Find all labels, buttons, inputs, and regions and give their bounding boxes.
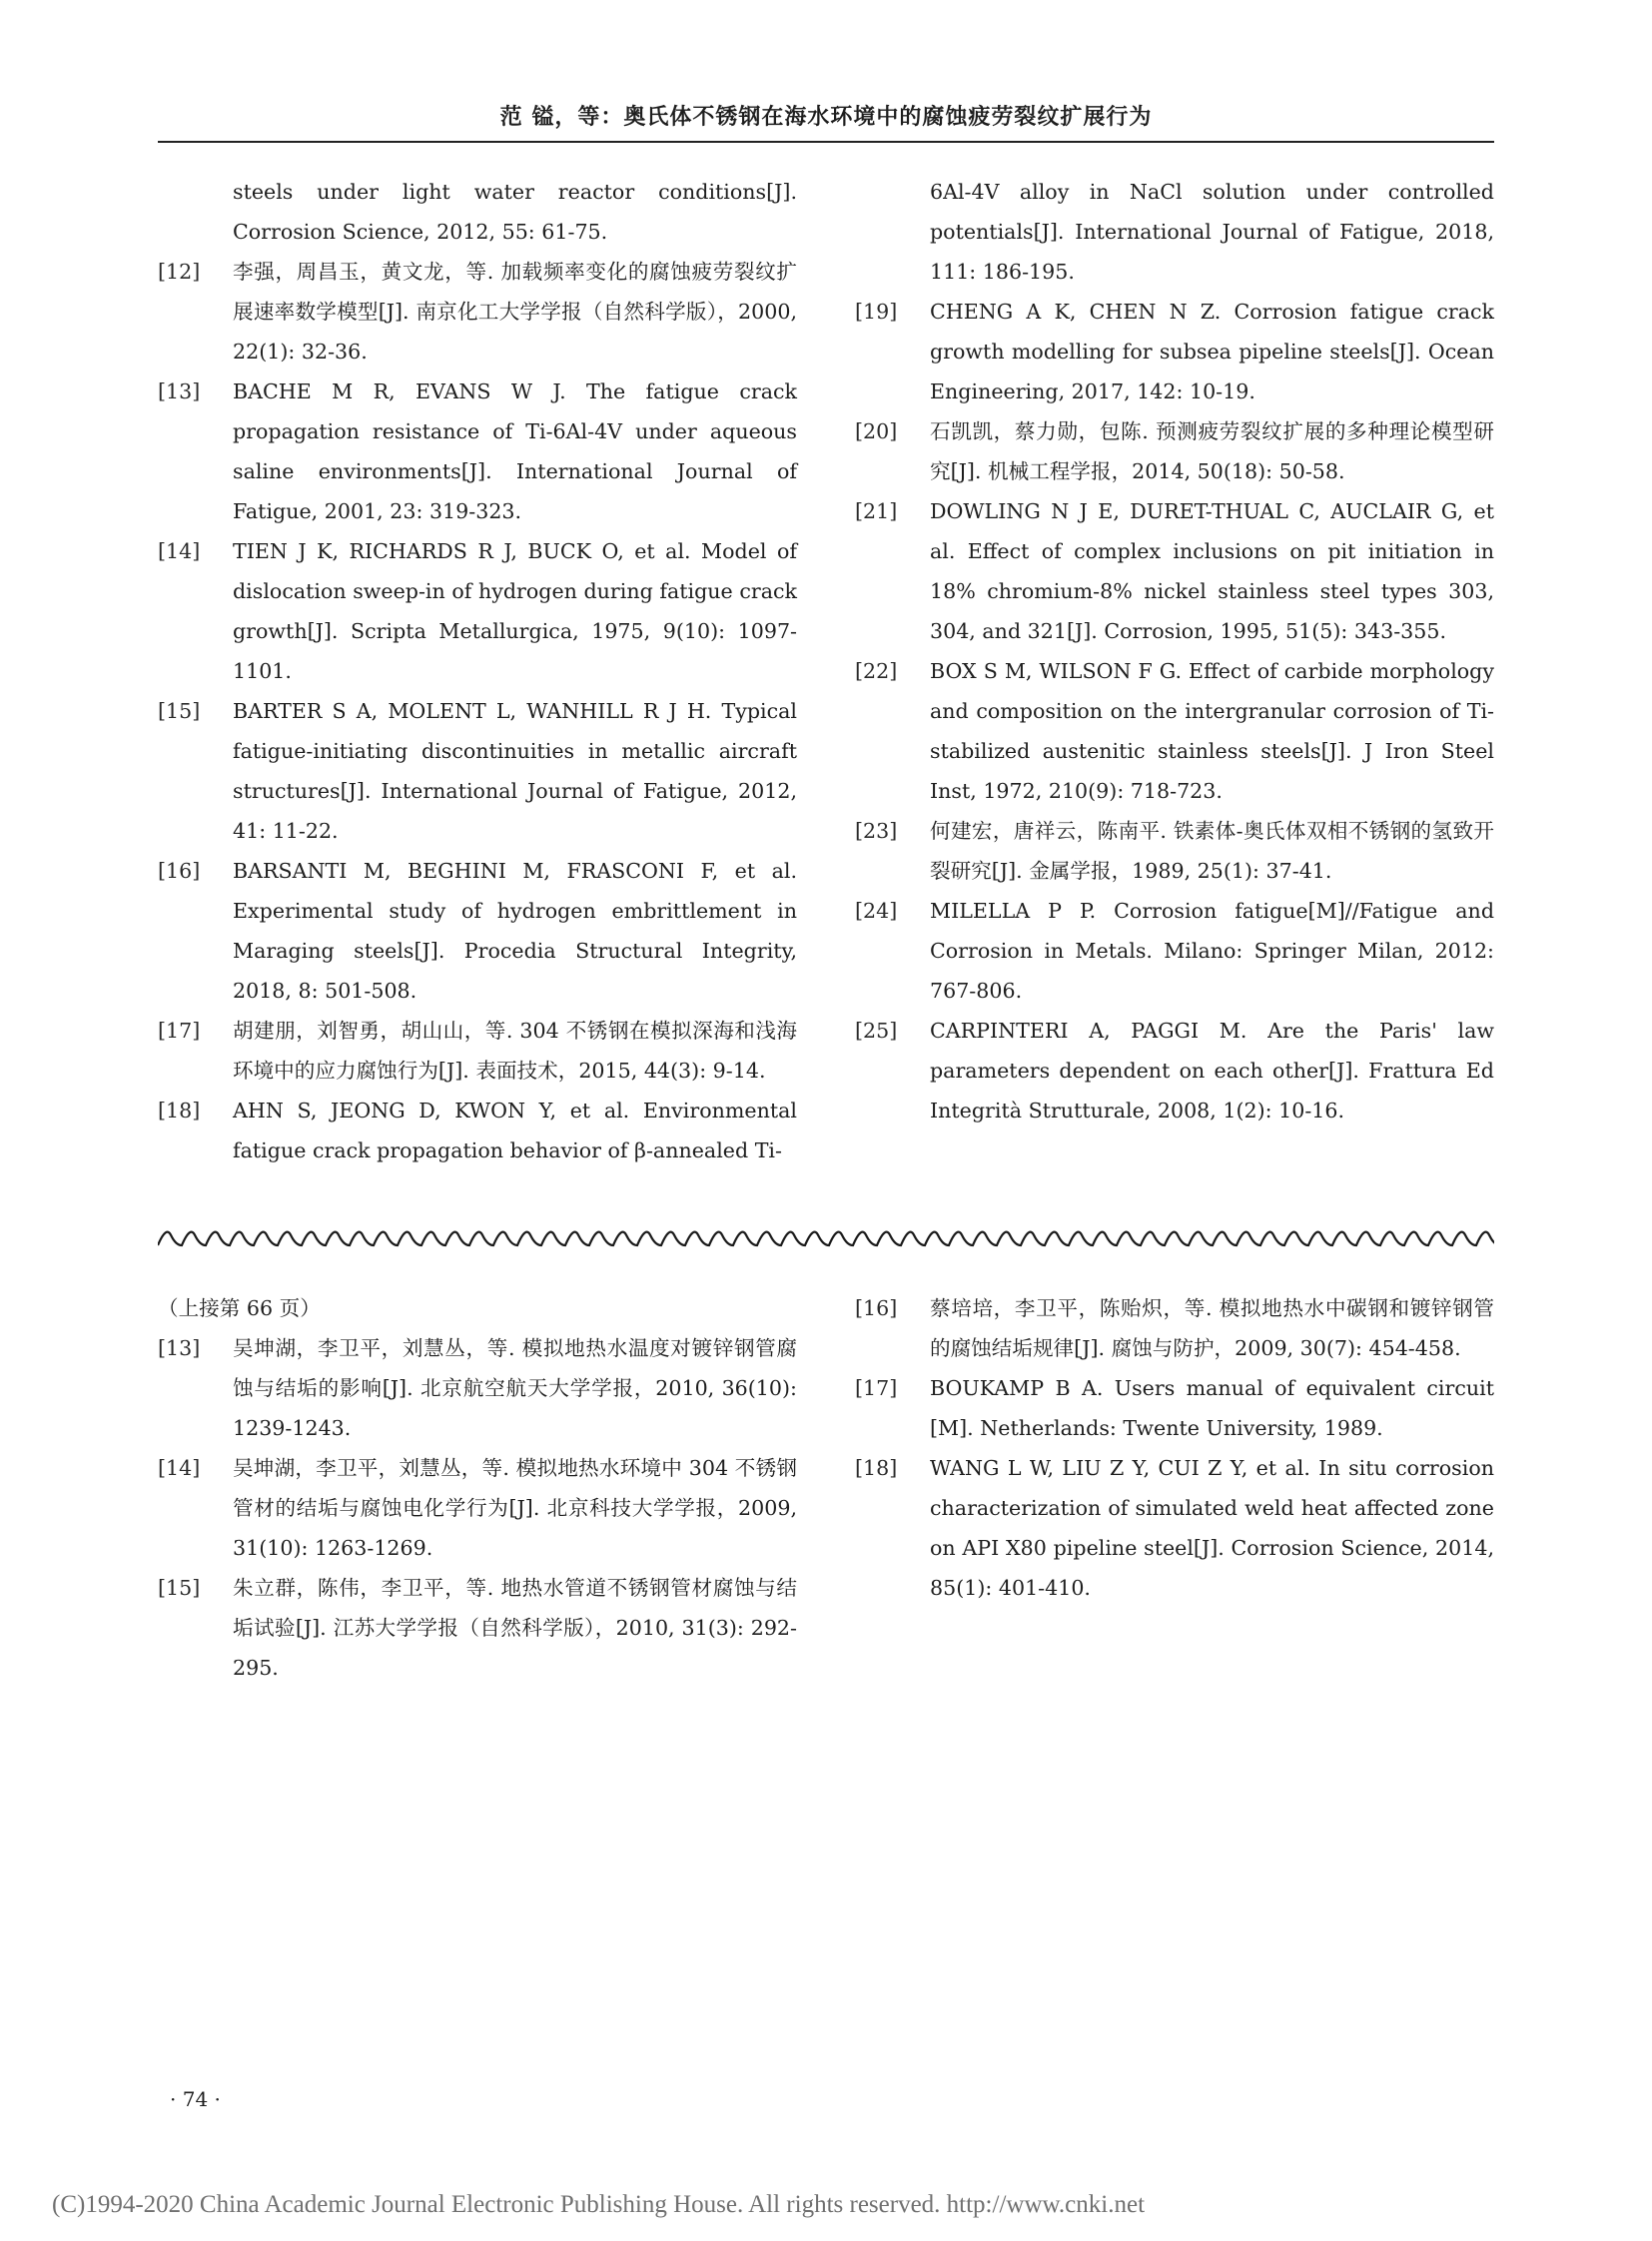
reference-number: [20] bbox=[855, 419, 898, 443]
reference-text: 朱立群，陈伟，李卫平，等. 地热水管道不锈钢管材腐蚀与结垢试验[J]. 江苏大学学报（自然科学版），2010, 31(3): 292-295. bbox=[233, 1576, 797, 1680]
continued-from-note: （上接第 66 页） bbox=[158, 1296, 321, 1320]
reference-text: CHENG A K, CHEN N Z. Corrosion fatigue crack growth modelling for subsea pipeline steels[J]. Ocean Engineering, 2017, 142: 10-19. bbox=[930, 300, 1494, 403]
reference-item bbox=[855, 411, 1494, 491]
reference-text: 李强，周昌玉，黄文龙，等. 加载频率变化的腐蚀疲劳裂纹扩展速率数学模型[J]. 南京化工大学学报（自然科学版），2000, 22(1): 32-36. bbox=[233, 260, 797, 364]
reference-text: BOX S M, WILSON F G. Effect of carbide morphology and composition on the intergranular corrosion of Ti-stabilized austenitic stainless steels[J]. J Iron Steel Inst, 1972, 210(9): 718-723. bbox=[930, 659, 1494, 803]
references-top-left-column bbox=[158, 172, 797, 1170]
reference-number: [14] bbox=[158, 539, 201, 563]
references-bottom-right-column bbox=[855, 1288, 1494, 1608]
reference-text: BARSANTI M, BEGHINI M, FRASCONI F, et al. Experimental study of hydrogen embrittlement in Maraging steels[J]. Procedia Structural Integrity, 2018, 8: 501-508. bbox=[233, 859, 797, 1003]
reference-text: 蔡培培，李卫平，陈贻炽，等. 模拟地热水中碳钢和镀锌钢管的腐蚀结垢规律[J]. 腐蚀与防护，2009, 30(7): 454-458. bbox=[930, 1296, 1494, 1360]
reference-text: TIEN J K, RICHARDS R J, BUCK O, et al. Model of dislocation sweep-in of hydrogen during fatigue crack growth[J]. Scripta Metallurgica, 1975, 9(10): 1097-1101. bbox=[233, 539, 797, 683]
reference-item bbox=[855, 1368, 1494, 1448]
reference-item bbox=[158, 1448, 797, 1568]
reference-number: [24] bbox=[855, 899, 898, 923]
reference-item bbox=[158, 372, 797, 531]
reference-item bbox=[855, 811, 1494, 891]
copyright-watermark: (C)1994-2020 China Academic Journal Electronic Publishing House. All rights reserved. http://www.cnki.net bbox=[52, 2191, 1146, 2218]
reference-text: DOWLING N J E, DURET-THUAL C, AUCLAIR G, et al. Effect of complex inclusions on pit initiation in 18% chromium-8% nickel stainless steel types 303, 304, and 321[J]. Corrosion, 1995, 51(5): 343-355. bbox=[930, 499, 1494, 643]
reference-number: [15] bbox=[158, 1576, 201, 1600]
reference-number: [17] bbox=[158, 1019, 201, 1043]
reference-number: [17] bbox=[855, 1376, 898, 1400]
reference-item bbox=[158, 531, 797, 691]
reference-number: [21] bbox=[855, 499, 898, 523]
reference-number: [22] bbox=[855, 659, 898, 683]
reference-text: 石凯凯，蔡力勋，包陈. 预测疲劳裂纹扩展的多种理论模型研究[J]. 机械工程学报，2014, 50(18): 50-58. bbox=[930, 419, 1494, 483]
reference-item bbox=[158, 1091, 797, 1170]
reference-continuation: 6Al-4V alloy in NaCl solution under controlled potentials[J]. International Journal of Fatigue, 2018, 111: 186-195. bbox=[930, 180, 1494, 284]
reference-number: [23] bbox=[855, 819, 898, 843]
reference-item bbox=[855, 651, 1494, 811]
reference-number: [18] bbox=[855, 1456, 898, 1480]
reference-item bbox=[855, 1448, 1494, 1608]
reference-text: AHN S, JEONG D, KWON Y, et al. Environmental fatigue crack propagation behavior of β-annealed Ti- bbox=[233, 1099, 797, 1162]
reference-item bbox=[158, 1328, 797, 1448]
reference-number: [13] bbox=[158, 379, 201, 403]
reference-item bbox=[855, 1011, 1494, 1130]
reference-number: [16] bbox=[855, 1296, 898, 1320]
reference-item bbox=[158, 252, 797, 372]
reference-item bbox=[158, 1568, 797, 1688]
reference-item bbox=[855, 1288, 1494, 1368]
reference-number: [15] bbox=[158, 699, 201, 723]
reference-text: MILELLA P P. Corrosion fatigue[M]//Fatigue and Corrosion in Metals. Milano: Springer Milan, 2012: 767-806. bbox=[930, 899, 1494, 1003]
reference-continuation: steels under light water reactor conditions[J]. Corrosion Science, 2012, 55: 61-75. bbox=[233, 180, 797, 244]
reference-text: 何建宏，唐祥云，陈南平. 铁素体-奥氏体双相不锈钢的氢致开裂研究[J]. 金属学报，1989, 25(1): 37-41. bbox=[930, 819, 1494, 883]
references-bottom-left-column bbox=[158, 1288, 797, 1688]
reference-item bbox=[855, 891, 1494, 1011]
running-header-title: 范 镒，等：奥氏体不锈钢在海水环境中的腐蚀疲劳裂纹扩展行为 bbox=[499, 105, 1153, 130]
reference-text: BACHE M R, EVANS W J. The fatigue crack propagation resistance of Ti-6Al-4V under aqueous saline environments[J]. International Journal of Fatigue, 2001, 23: 319-323. bbox=[233, 379, 797, 523]
header-rule bbox=[158, 141, 1494, 143]
reference-item bbox=[158, 691, 797, 851]
reference-number: [16] bbox=[158, 859, 201, 883]
reference-item bbox=[855, 491, 1494, 651]
reference-number: [14] bbox=[158, 1456, 201, 1480]
reference-text: 吴坤湖，李卫平，刘慧丛，等. 模拟地热水温度对镀锌钢管腐蚀与结垢的影响[J]. 北京航空航天大学学报，2010, 36(10): 1239-1243. bbox=[233, 1336, 797, 1440]
wave-divider bbox=[158, 1223, 1494, 1251]
page-number: · 74 · bbox=[170, 2087, 221, 2111]
reference-text: 吴坤湖，李卫平，刘慧丛，等. 模拟地热水环境中 304 不锈钢管材的结垢与腐蚀电化学行为[J]. 北京科技大学学报，2009, 31(10): 1263-1269. bbox=[233, 1456, 797, 1560]
reference-number: [19] bbox=[855, 300, 898, 324]
reference-text: BOUKAMP B A. Users manual of equivalent circuit [M]. Netherlands: Twente University, 1989. bbox=[930, 1376, 1494, 1440]
reference-item bbox=[855, 292, 1494, 411]
reference-text: WANG L W, LIU Z Y, CUI Z Y, et al. In situ corrosion characterization of simulated weld heat affected zone on API X80 pipeline steel[J]. Corrosion Science, 2014, 85(1): 401-410. bbox=[930, 1456, 1494, 1600]
reference-number: [18] bbox=[158, 1099, 201, 1122]
reference-item bbox=[158, 851, 797, 1011]
reference-text: 胡建朋，刘智勇，胡山山，等. 304 不锈钢在模拟深海和浅海环境中的应力腐蚀行为[J]. 表面技术，2015, 44(3): 9-14. bbox=[233, 1019, 797, 1083]
reference-number: [25] bbox=[855, 1019, 898, 1043]
reference-number: [13] bbox=[158, 1336, 201, 1360]
reference-text: BARTER S A, MOLENT L, WANHILL R J H. Typical fatigue-initiating discontinuities in metallic aircraft structures[J]. International Journal of Fatigue, 2012, 41: 11-22. bbox=[233, 699, 797, 843]
reference-item bbox=[158, 1011, 797, 1091]
reference-text: CARPINTERI A, PAGGI M. Are the Paris' law parameters dependent on each other[J]. Frattura Ed Integrità Strutturale, 2008, 1(2): 10-16. bbox=[930, 1019, 1494, 1122]
reference-number: [12] bbox=[158, 260, 201, 284]
references-top-right-column bbox=[855, 172, 1494, 1130]
